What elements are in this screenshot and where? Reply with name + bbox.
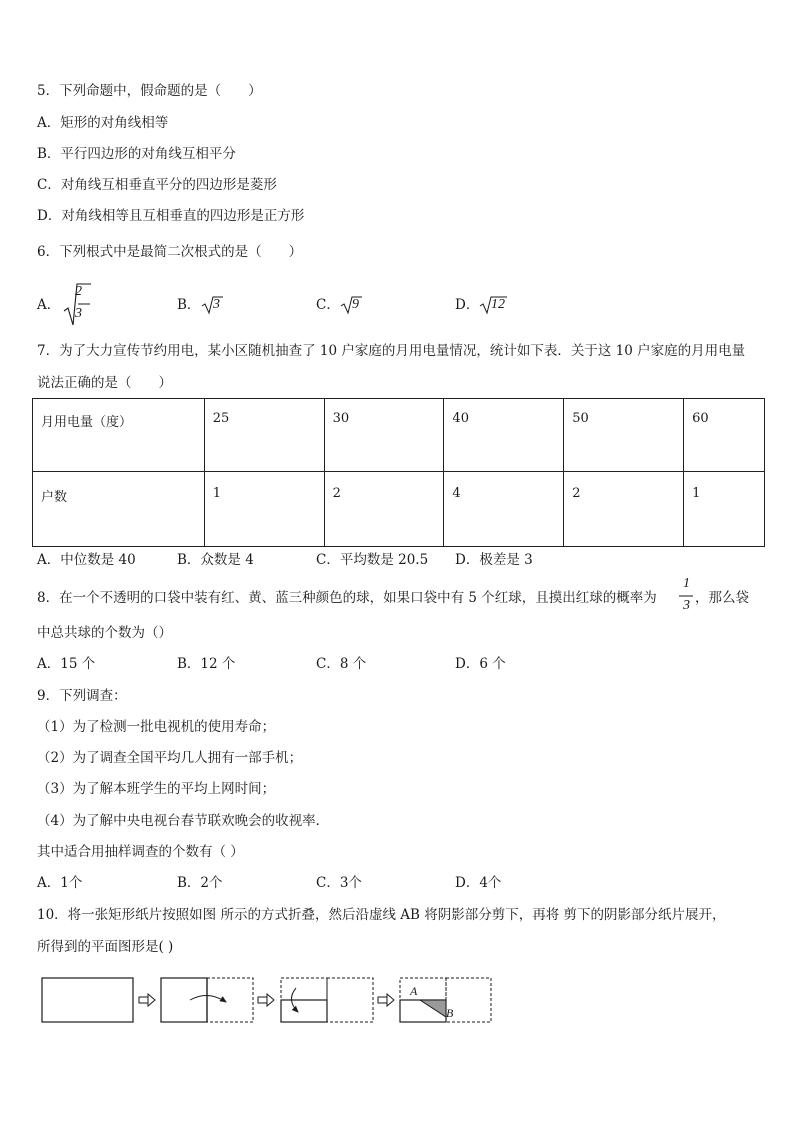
fold-step2: [161, 978, 253, 1022]
table-cell: 4: [444, 472, 564, 547]
table-header-cell: 月用电量（度）: [33, 399, 205, 472]
table-cell: 1: [684, 472, 765, 547]
q9-stem: 9．下列调查：: [37, 688, 127, 704]
q9-item-2: （2）为了调查全国平均几人拥有一部手机；: [37, 750, 303, 766]
q5-option-c: C．对角线互相垂直平分的四边形是菱形: [37, 177, 277, 193]
q7-option-a: A．中位数是 40: [37, 552, 136, 568]
q9-option-a: A．1个: [37, 875, 83, 891]
q8-stem-part1: 8．在一个不透明的口袋中装有红、黄、蓝三种颜色的球，如果口袋中有 5 个红球，且摸出红球的概率为: [37, 590, 657, 606]
q9-option-d: D．4个: [455, 875, 502, 891]
table-cell: 30: [324, 399, 444, 472]
q8-option-c: C．8 个: [316, 656, 367, 672]
fold-step3: [281, 978, 373, 1022]
q5-option-b: B．平行四边形的对角线互相平分: [37, 146, 236, 162]
q6-option-a-denominator: 3: [75, 306, 82, 321]
q5-option-a: A．矩形的对角线相等: [37, 115, 169, 131]
table-cell: 2: [564, 472, 684, 547]
q10-stem-line2: 所得到的平面图形是( ): [37, 939, 174, 955]
q7-stem-line2: 说法正确的是（ ）: [37, 375, 172, 391]
q9-item-4: （4）为了解中央电视台春节联欢晚会的收视率．: [37, 813, 330, 829]
folding-diagram: [38, 972, 498, 1028]
q8-fraction-bar: [679, 595, 693, 597]
label-a: A: [410, 984, 418, 998]
arrow-icon: [258, 994, 274, 1006]
table-row: [33, 399, 765, 472]
q6-option-b-label: B．: [177, 297, 201, 313]
q9-item-3: （3）为了解本班学生的平均上网时间；: [37, 781, 276, 797]
table-header-cell: 户数: [33, 472, 205, 547]
q6-option-a-label: A．: [37, 297, 61, 313]
q8-stem-line2: 中总共球的个数为（）: [37, 625, 172, 641]
q8-fraction-denominator: 3: [683, 598, 690, 613]
q6-option-d-label: D．: [455, 297, 480, 313]
table-cell: 40: [444, 399, 564, 472]
q8-fraction-numerator: 1: [683, 576, 690, 591]
q9-option-c: C．3个: [316, 875, 362, 891]
arrow-icon: [378, 994, 394, 1006]
q9-item-1: （1）为了检测一批电视机的使用寿命；: [37, 719, 276, 735]
q6-option-b-radicand: 3: [213, 297, 220, 312]
q5-stem: 5．下列命题中，假命题的是（ ）: [37, 83, 262, 99]
label-b: B: [446, 1006, 454, 1020]
q5-option-d: D．对角线相等且互相垂直的四边形是正方形: [37, 208, 305, 224]
q6-option-d-radicand: 12: [491, 297, 505, 312]
q8-option-b: B．12 个: [177, 656, 236, 672]
q6-option-a-numerator: 2: [75, 284, 82, 299]
table-cell: 60: [684, 399, 765, 472]
q10-stem-line1: 10．将一张矩形纸片按照如图 所示的方式折叠，然后沿虚线 AB 将阴影部分剪下，再将 剪下的阴影部分纸片展开，: [37, 907, 726, 923]
q7-option-c: C．平均数是 20.5: [316, 552, 429, 568]
q8-stem-part2: ，那么袋: [695, 590, 749, 606]
q7-option-b: B．众数是 4: [177, 552, 254, 568]
q6-stem: 6．下列根式中是最简二次根式的是（ ）: [37, 244, 303, 260]
q8-option-d: D．6 个: [455, 656, 506, 672]
rectangle-step1: [42, 978, 133, 1022]
q8-option-a: A．15 个: [37, 656, 96, 672]
shaded-region: [420, 1000, 446, 1017]
q6-option-c-radicand: 9: [352, 297, 359, 312]
table-cell: 2: [324, 472, 444, 547]
q7-option-d: D．极差是 3: [455, 552, 533, 568]
q9-option-b: B．2个: [177, 875, 223, 891]
table-cell: 1: [204, 472, 324, 547]
q9-question: 其中适合用抽样调查的个数有（ ）: [37, 844, 244, 860]
table-cell: 25: [204, 399, 324, 472]
q6-option-c-label: C．: [316, 297, 340, 313]
table-row: [33, 472, 765, 547]
table-cell: 50: [564, 399, 684, 472]
q7-stem-line1: 7．为了大力宣传节约用电，某小区随机抽查了 10 户家庭的月用电量情况，统计如下表．关于这 10 户家庭的月用电量: [37, 343, 746, 359]
electricity-table: [32, 398, 765, 547]
arrow-icon: [139, 994, 155, 1006]
